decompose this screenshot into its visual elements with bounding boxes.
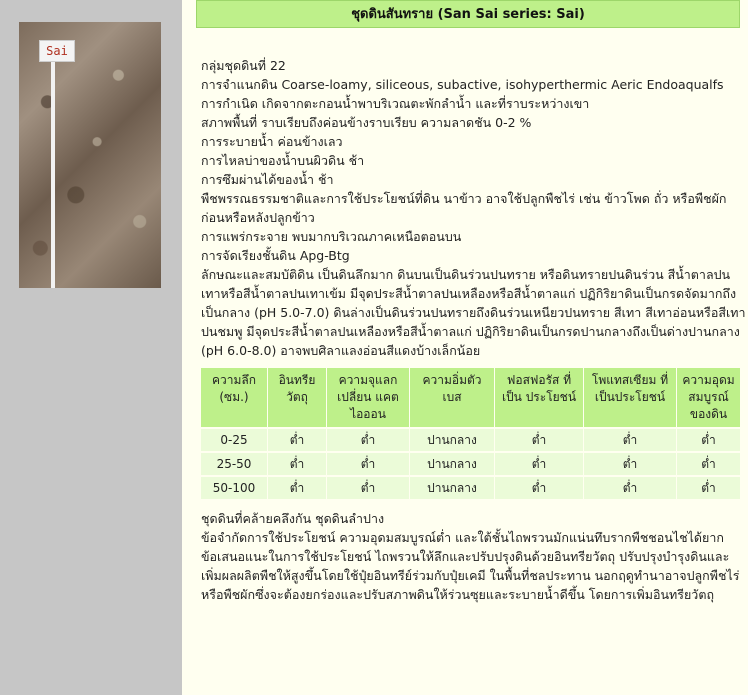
soil-profile-photo — [19, 22, 161, 288]
main-content — [182, 0, 748, 695]
photo-marker-tag: Sai — [39, 40, 75, 62]
cell-cec: ต่ำ — [327, 428, 410, 452]
cell-depth: 50-100 — [201, 476, 268, 499]
soil-group: กลุ่มชุดดินที่ 22 — [201, 58, 286, 73]
cell-organic-matter: ต่ำ — [268, 452, 327, 476]
cell-base-saturation: ปานกลาง — [410, 452, 495, 476]
cell-base-saturation: ปานกลาง — [410, 428, 495, 452]
header-fertility: ความอุดม สมบูรณ์ ของดิน — [677, 368, 741, 428]
header-organic-matter: อินทรีย วัตถุ — [268, 368, 327, 428]
page-title: ชุดดินสันทราย (San Sai series: Sai) — [196, 0, 740, 28]
header-base-saturation: ความอิ่มตัว เบส — [410, 368, 495, 428]
cell-base-saturation: ปานกลาง — [410, 476, 495, 499]
header-potassium: โพแทสเซียม ที่เป็นประโยชน์ — [584, 368, 677, 428]
soil-vegetation: พืชพรรณธรรมชาติและการใช้ประโยชน์ที่ดิน นาข้าว อาจใช้ปลูกพืชไร่ เช่น ข้าวโพด ถั่ว หรือพืชผักก่อนหรือหลังปลูกข้าว — [201, 191, 727, 225]
similar-soils: ชุดดินที่คล้ายคลึงกัน ชุดดินลำปาง — [201, 511, 385, 526]
soil-runoff: การไหลบ่าของน้ำบนผิวดิน ช้า — [201, 153, 365, 168]
soil-properties-table — [201, 368, 741, 499]
cell-fertility: ต่ำ — [677, 428, 741, 452]
cell-cec: ต่ำ — [327, 476, 410, 499]
cell-potassium: ต่ำ — [584, 452, 677, 476]
soil-origin: การกำเนิด เกิดจากตะกอนน้ำพาบริเวณตะพักลำน้ำ และที่ราบระหว่างเขา — [201, 96, 590, 111]
cell-potassium: ต่ำ — [584, 476, 677, 499]
soil-horizons: การจัดเรียงชั้นดิน Apg-Btg — [201, 248, 350, 263]
cell-fertility: ต่ำ — [677, 452, 741, 476]
soil-description — [201, 56, 746, 604]
header-phosphorus: ฟอสฟอรัส ที่เป็น ประโยชน์ — [495, 368, 584, 428]
cell-cec: ต่ำ — [327, 452, 410, 476]
cell-phosphorus: ต่ำ — [495, 428, 584, 452]
cell-fertility: ต่ำ — [677, 476, 741, 499]
photo-marker-stick — [51, 62, 55, 288]
soil-classification: การจำแนกดิน Coarse-loamy, siliceous, subactive, isohyperthermic Aeric Endoaqualfs — [201, 77, 724, 92]
soil-characteristics: ลักษณะและสมบัติดิน เป็นดินลึกมาก ดินบนเป็นดินร่วนปนทราย หรือดินทรายปนดินร่วน สีน้ำตาลปนเทาหรือสีน้ำตาลปนเทาเข้ม มีจุดประสีน้ำตาลปนเหลืองหรือสีน้ำตาลแก่ ปฏิกิริยาดินเป็นกรดจัดมากถึงเป็นกลาง (pH 5.0-7.0) ดินล่างเป็นดินร่วนปนทรายถึงดินร่วนเหนียวปนทราย สีเทา สีเทาอ่อนหรือสีเทาปนชมพู มีจุดประสีน้ำตาลปนเหลืองหรือสีน้ำตาลแก่ ปฏิกิริยาดินเป็นกรดปานกลางถึงเป็นด่างปานกลาง (pH 6.0-8.0) อาจพบศิลาแลงอ่อนสีแดงบ้างเล็กน้อย — [201, 267, 746, 358]
soil-distribution: การแพร่กระจาย พบมากบริเวณภาคเหนือตอนบน — [201, 229, 462, 244]
cell-phosphorus: ต่ำ — [495, 452, 584, 476]
header-depth: ความลึก (ซม.) — [201, 368, 268, 428]
land-use-limitations: ข้อจำกัดการใช้ประโยชน์ ความอุดมสมบูรณ์ต่ำ และใต้ชั้นไถพรวนมักแน่นทึบรากพืชชอนไชได้ยาก — [201, 530, 724, 545]
soil-drainage: การระบายน้ำ ค่อนข้างเลว — [201, 134, 343, 149]
table-header-row — [201, 368, 741, 428]
table-row — [201, 476, 741, 499]
cell-depth: 0-25 — [201, 428, 268, 452]
cell-depth: 25-50 — [201, 452, 268, 476]
left-sidebar — [0, 0, 182, 695]
table-row — [201, 452, 741, 476]
cell-potassium: ต่ำ — [584, 428, 677, 452]
cell-phosphorus: ต่ำ — [495, 476, 584, 499]
soil-permeability: การซึมผ่านได้ของน้ำ ช้า — [201, 172, 334, 187]
land-use-recommendation: ข้อเสนอแนะในการใช้ประโยชน์ ไถพรวนให้ลึกและปรับปรุงดินด้วยอินทรียวัตถุ ปรับปรุงบำรุงดินและเพิ่มผลผลิตพืชให้สูงขึ้นโดยใช้ปุ๋ยอินทรีย์ร่วมกับปุ๋ยเคมี ในพื้นที่ชลประทาน นอกฤดูทำนาอาจปลูกพืชไร่หรือพืชผักซึ่งจะต้องยกร่องและปรับสภาพดินให้ร่วนซุยและระบายน้ำดีขึ้น โดยการเพิ่มอินทรียวัตถุ — [201, 549, 740, 602]
table-row — [201, 428, 741, 452]
cell-organic-matter: ต่ำ — [268, 476, 327, 499]
cell-organic-matter: ต่ำ — [268, 428, 327, 452]
header-cec: ความจุแลกเปลี่ยน แคตไอออน — [327, 368, 410, 428]
soil-terrain: สภาพพื้นที่ ราบเรียบถึงค่อนข้างราบเรียบ ความลาดชัน 0-2 % — [201, 115, 532, 130]
